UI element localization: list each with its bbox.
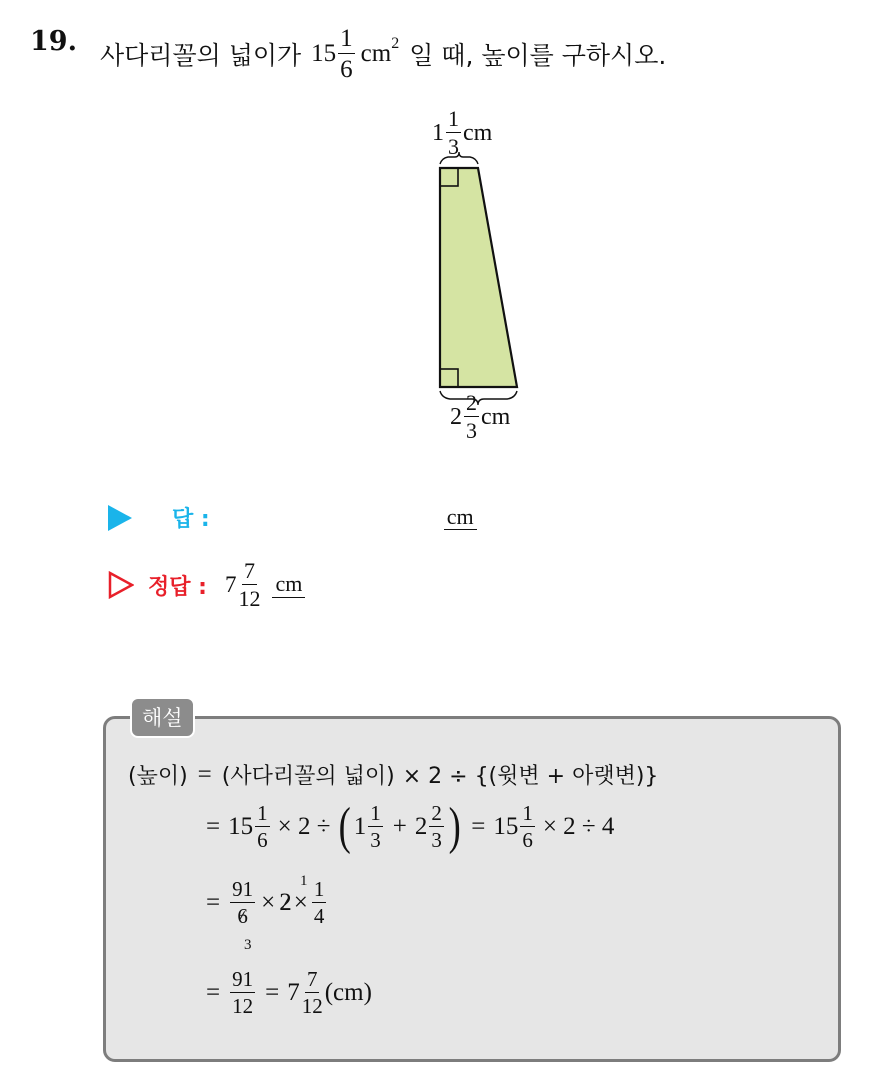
- denominator: 12: [232, 994, 254, 1018]
- bottom-base-fraction: [464, 392, 479, 442]
- play-triangle-icon: [108, 505, 132, 531]
- area-denominator: 6: [340, 56, 353, 83]
- cancel-note-1: 1: [300, 873, 308, 889]
- times-sign: ×: [293, 889, 308, 916]
- mixed-fraction: [302, 969, 323, 1017]
- explanation-line-2: [206, 798, 615, 855]
- correct-answer-value: [225, 560, 263, 610]
- area-exponent: 2: [391, 35, 400, 52]
- mixed-whole: 7: [287, 979, 300, 1006]
- top-base-denominator: 3: [448, 134, 459, 159]
- explanation-line-1: [128, 759, 658, 790]
- explanation-line-4: [206, 969, 372, 1017]
- correct-fraction: [238, 560, 260, 610]
- equals-sign: =: [206, 813, 221, 840]
- result-unit: (cm): [324, 979, 372, 1006]
- numerator: 91: [232, 877, 254, 901]
- numerator: 1: [370, 801, 381, 825]
- denominator: 6: [522, 828, 533, 852]
- right-paren: ): [448, 798, 461, 855]
- outline-triangle-icon: [108, 571, 134, 599]
- denominator: 3: [431, 828, 442, 852]
- height-term: (높이): [128, 764, 188, 789]
- bottom-base-denominator: 3: [466, 418, 477, 443]
- area-fraction: [338, 26, 355, 82]
- area-term: (사다리꼴의 넓이): [221, 764, 395, 789]
- plus-sign: +: [392, 813, 407, 840]
- explanation-line-3: [206, 873, 328, 953]
- equals-sign: =: [206, 889, 221, 916]
- answer-unit[interactable]: cm: [444, 505, 477, 530]
- fraction-1-4: [312, 879, 327, 927]
- correct-answer-row: [108, 560, 305, 610]
- area-whole: 15: [311, 40, 337, 67]
- mixed-fraction: [520, 803, 535, 851]
- trapezoid-figure: [400, 100, 570, 460]
- denominator: 3: [370, 828, 381, 852]
- correct-numerator: 7: [243, 558, 255, 583]
- top-base-label: [432, 108, 492, 158]
- numerator: 1: [313, 877, 325, 901]
- correct-denominator: 12: [238, 586, 261, 611]
- mixed-whole: 2: [414, 813, 428, 840]
- fraction-91-6: [230, 879, 255, 927]
- fraction-91-12: [230, 969, 255, 1017]
- mixed-whole: 1: [353, 813, 367, 840]
- explanation-tab: 해설: [130, 697, 195, 738]
- operator-tail: × 2 ÷ 4: [542, 813, 615, 840]
- answer-row: [108, 502, 477, 533]
- equals-sign: =: [265, 979, 280, 1006]
- answer-label: 답 :: [172, 507, 210, 532]
- numerator: 2: [431, 801, 442, 825]
- left-paren: (: [339, 798, 352, 855]
- numerator: 1: [257, 801, 268, 825]
- mixed-whole: 15: [228, 813, 254, 840]
- top-base-fraction: [446, 108, 461, 158]
- denominator: 4: [313, 904, 325, 928]
- cancelled-two: 2: [279, 889, 292, 916]
- mixed-whole: 15: [493, 813, 519, 840]
- denominator: 6: [257, 828, 268, 852]
- bottom-base-numerator: 2: [466, 390, 477, 415]
- correct-whole: 7: [224, 572, 237, 597]
- equals-sign: =: [206, 979, 221, 1006]
- top-base-whole: 1: [432, 119, 444, 146]
- denominator: 12: [301, 994, 323, 1018]
- mixed-fraction: [368, 803, 383, 851]
- top-base-unit: cm: [463, 119, 493, 146]
- correct-answer-label: 정답 :: [148, 574, 207, 600]
- area-unit: cm: [360, 40, 392, 67]
- correct-unit: cm: [272, 572, 305, 597]
- formula-rest: × 2 ÷ {(윗변 + 아랫변)}: [402, 764, 659, 789]
- trapezoid-shape: [440, 168, 517, 387]
- times-sign: ×: [261, 889, 276, 916]
- numerator: 1: [522, 801, 533, 825]
- question-text-before: 사다리꼴의 넓이가: [100, 41, 302, 70]
- area-numerator: 1: [340, 25, 353, 52]
- cancelled-denominator: 6: [237, 904, 248, 928]
- top-base-numerator: 1: [448, 106, 459, 131]
- bottom-base-unit: cm: [481, 403, 511, 430]
- operator: × 2 ÷: [277, 813, 331, 840]
- equals-sign: =: [471, 813, 486, 840]
- bottom-base-label: [450, 392, 510, 442]
- equals-sign: =: [197, 760, 212, 788]
- question-number: 19.: [30, 26, 77, 57]
- explanation-box: [103, 716, 841, 1062]
- cancel-note-3: 3: [244, 937, 252, 953]
- numerator: 7: [306, 967, 318, 991]
- mixed-fraction: [255, 803, 270, 851]
- mixed-fraction: [429, 803, 444, 851]
- question-text-after: 일 때, 높이를 구하시오.: [409, 41, 667, 70]
- numerator: 91: [232, 967, 254, 991]
- question-text: [100, 26, 666, 82]
- bottom-base-whole: 2: [450, 403, 462, 430]
